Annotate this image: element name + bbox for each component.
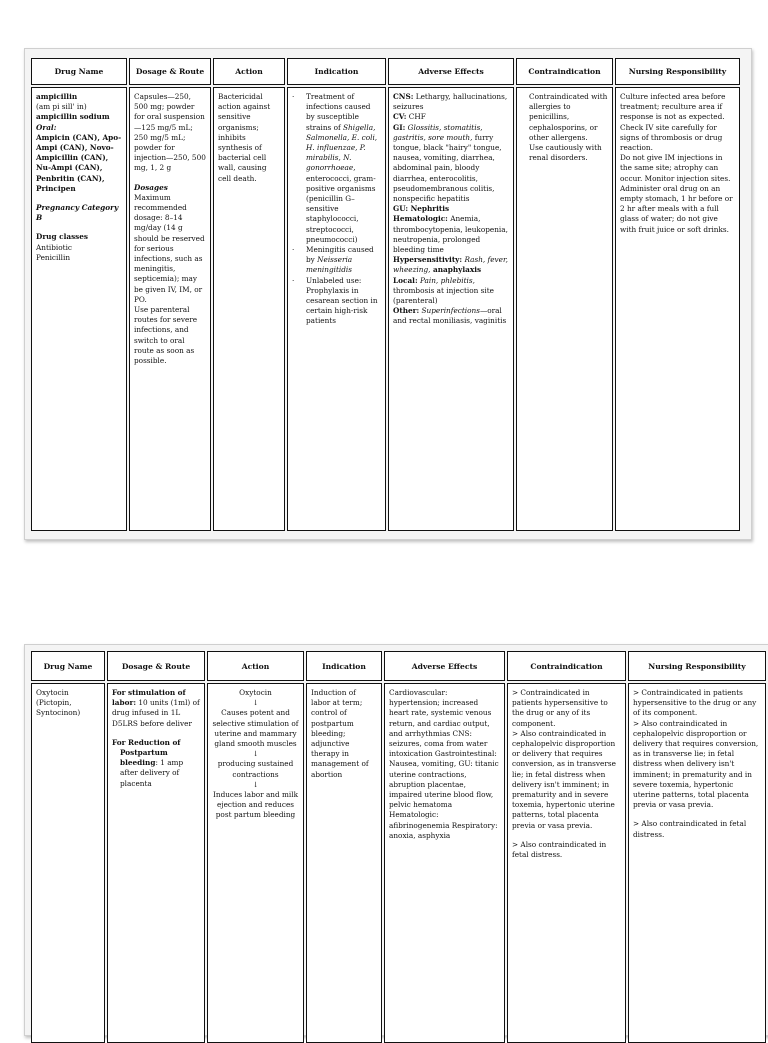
nursing-item: Culture infected area before treatment; reculture area if response is not as expected.	[620, 92, 726, 122]
nursing-item: Administer oral drug on an empty stomach, 1 hr before or 2 hr after meals with a full glass of water; do not give with fruit juice or soft drinks.	[620, 183, 733, 234]
dosage-parenteral: Use parenteral routes for severe infections, and switch to oral route as soon as possible.	[134, 305, 198, 366]
nursing-item: > Also contraindicated in fetal distress.	[633, 819, 747, 839]
header-drug-name: Drug Name	[31, 651, 105, 681]
indication-text: Induction of labor at term; control of postpartum bleeding; adjunctive therapy in management of abortion	[311, 688, 369, 779]
nursing-item: > Contraindicated in patients hypersensitive to the drug or any of its component.	[633, 688, 757, 718]
contraindication-item: > Also contraindicated in fetal distress.	[512, 839, 607, 860]
down-arrow-icon: ↓	[252, 698, 259, 708]
drug-name: Oxytocin (Pictopin, Syntocinon)	[36, 688, 81, 718]
nursing-item: Check IV site carefully for signs of thrombosis or drug reaction.	[620, 122, 723, 153]
header-dosage-route: Dosage & Route	[107, 651, 205, 681]
cell-drug-name	[31, 87, 127, 531]
cell-adverse-effects	[388, 87, 514, 531]
dosage-postpartum: Postpartum bleeding: 1 amp after delivery of placenta	[120, 748, 184, 788]
pregnancy-category: Pregnancy Category B	[36, 203, 119, 223]
contraindication-item: > Contraindicated in patients hypersensitive to the drug or any of its component.	[512, 688, 608, 728]
cell-nursing	[615, 87, 740, 531]
cell-nursing	[628, 683, 766, 1043]
cell-action	[207, 683, 304, 1043]
nursing-item: > Also contraindicated in cephalopelvic disproportion or delivery that requires conversion, as in transverse lie; in fetal distress when delivery isn't imminent; in prematurity and in severe toxemia, hypertonic uterine patterns, total placenta previa or vasa previa.	[633, 718, 759, 810]
dosage-reduction-label: For Reduction of	[112, 737, 181, 747]
header-indication: Indication	[306, 651, 382, 681]
down-arrow-icon: ↓	[252, 779, 259, 789]
adverse-gi: GI: Glossitis, stomatitis, gastritis, sore mouth, furry tongue, black "hairy" tongue, nausea, vomiting, diarrhea, abdominal pain, bloody diarrhea, enterocolitis, pseudomembranous colitis, nonspecific hepatitis	[393, 122, 502, 204]
adverse-cns: CNS: Lethargy, hallucinations, seizures	[393, 92, 508, 112]
header-action: Action	[213, 58, 285, 85]
cell-dosage	[107, 683, 205, 1043]
cell-contraindication	[516, 87, 613, 531]
adverse-other: Other: Superinfections—oral and rectal moniliasis, vaginitis	[393, 306, 507, 326]
oral-label: Oral:	[36, 122, 57, 132]
down-arrow-icon: ↓	[252, 749, 259, 759]
header-dosage-route: Dosage & Route	[129, 58, 211, 85]
adverse-gu: GU: Nephritis	[393, 204, 450, 214]
cell-dosage	[129, 87, 211, 531]
drug-name-secondary: ampicillin sodium	[36, 112, 110, 122]
nursing-item: Do not give IM injections in the same site; atrophy can occur. Monitor injection sites.	[620, 153, 731, 183]
cell-action	[213, 87, 285, 531]
adverse-local: Local: Pain, phlebitis, thrombosis at injection site (parenteral)	[393, 275, 494, 306]
adverse-hypersensitivity: Hypersensitivity: Rash, fever, wheezing, anaphylaxis	[393, 255, 509, 275]
header-indication: Indication	[287, 58, 386, 85]
dosage-forms: Capsules—250, 500 mg; powder for oral suspension—125 mg/5 mL; 250 mg/5 mL; powder for injection—250, 500 mg, 1, 2 g	[134, 92, 206, 173]
adverse-cv: CV: CHF	[393, 112, 426, 122]
header-adverse-effects: Adverse Effects	[388, 58, 514, 85]
drug-classes-label: Drug classes	[36, 232, 89, 242]
drug-card-ampicillin	[24, 48, 752, 540]
contraindication-renal: Use cautiously with renal disorders.	[529, 143, 602, 163]
cell-indication	[287, 87, 386, 531]
cell-drug-name	[31, 683, 105, 1043]
header-drug-name: Drug Name	[31, 58, 127, 85]
header-contraindication: Contraindication	[516, 58, 613, 85]
adverse-text: Cardiovascular: hypertension; increased heart rate, systemic venous return, and cardiac output, and arrhythmias CNS: seizures, coma from water intoxication Gastrointestinal: Nausea, vomiting, GU: titanic uterine contractions, abruption placentae, impaired uterine blood flow, pelvic hematoma Hematologic: afibrinogenemia Respiratory: anoxia, asphyxia	[389, 688, 499, 840]
action-text: Bactericidal action against sensitive organisms; inhibits synthesis of bacterial cell wall, causing cell death.	[218, 92, 271, 183]
brand-names: Ampicin (CAN), Apo-Ampi (CAN), Novo-Ampicillin (CAN), Nu-Ampi (CAN), Penbritin (CAN), Principen	[36, 132, 122, 193]
header-nursing-responsibility: Nursing Responsibility	[615, 58, 740, 85]
contraindication-allergies: Contraindicated with allergies to penicillins, cephalosporins, or other allergens.	[529, 92, 608, 142]
dosage-labor: For stimulation of labor: 10 units (1ml) of drug infused in 1L D5LRS before deliver	[112, 688, 200, 728]
action-step: Causes potent and selective stimulation of uterine and mammary gland smooth muscles	[212, 708, 299, 749]
action-step: Induces labor and milk ejection and reduces post partum bleeding	[212, 790, 299, 820]
header-nursing-responsibility: Nursing Responsibility	[628, 651, 766, 681]
contraindication-item: > Also contraindicated in cephalopelvic disproportion or delivery that requires conversion, as in transverse lie; in fetal distress when delivery isn't imminent; in prematurity and in severe toxemia, hypertonic uterine patterns, total placenta previa or vasa previa.	[512, 728, 616, 830]
header-adverse-effects: Adverse Effects	[384, 651, 505, 681]
cell-contraindication	[507, 683, 626, 1043]
drug-class-2: Penicillin	[36, 252, 71, 262]
action-step: producing sustained contractions	[217, 759, 294, 779]
drug-class-1: Antibiotic	[36, 242, 72, 252]
cell-indication	[306, 683, 382, 1043]
adverse-hematologic: Hematologic: Anemia, thrombocytopenia, leukopenia, neutropenia, prolonged bleeding time	[393, 214, 508, 255]
indication-item: · Unlabeled use: Prophylaxis in cesarean section in certain high-risk patients	[292, 275, 378, 326]
indication-item: · Meningitis caused by Neisseria meningitidis	[292, 245, 374, 275]
header-contraindication: Contraindication	[507, 651, 626, 681]
drug-name: ampicillin	[36, 92, 78, 101]
dosages-label: Dosages	[134, 182, 168, 192]
cell-adverse-effects	[384, 683, 505, 1043]
dosage-maximum: Maximum recommended dosage: 8–14 mg/day (14 g should be reserved for serious infections, such as meningitis, septicemia); may be given IV, IM, or PO.	[134, 192, 205, 304]
indication-item: · Treatment of infections caused by susceptible strains of Shigella, Salmonella, E. coli, H. influenzae, P. mirabilis, N. gonorrhoeae, enterococci, gram-positive organisms (penicillin G–sensitive staphylococci, streptococci, pneumococci)	[292, 92, 378, 244]
header-action: Action	[207, 651, 304, 681]
drug-pronunciation: (am pi sill' in)	[36, 102, 87, 112]
action-step: Oxytocin	[239, 688, 272, 697]
drug-card-oxytocin	[24, 644, 768, 1036]
